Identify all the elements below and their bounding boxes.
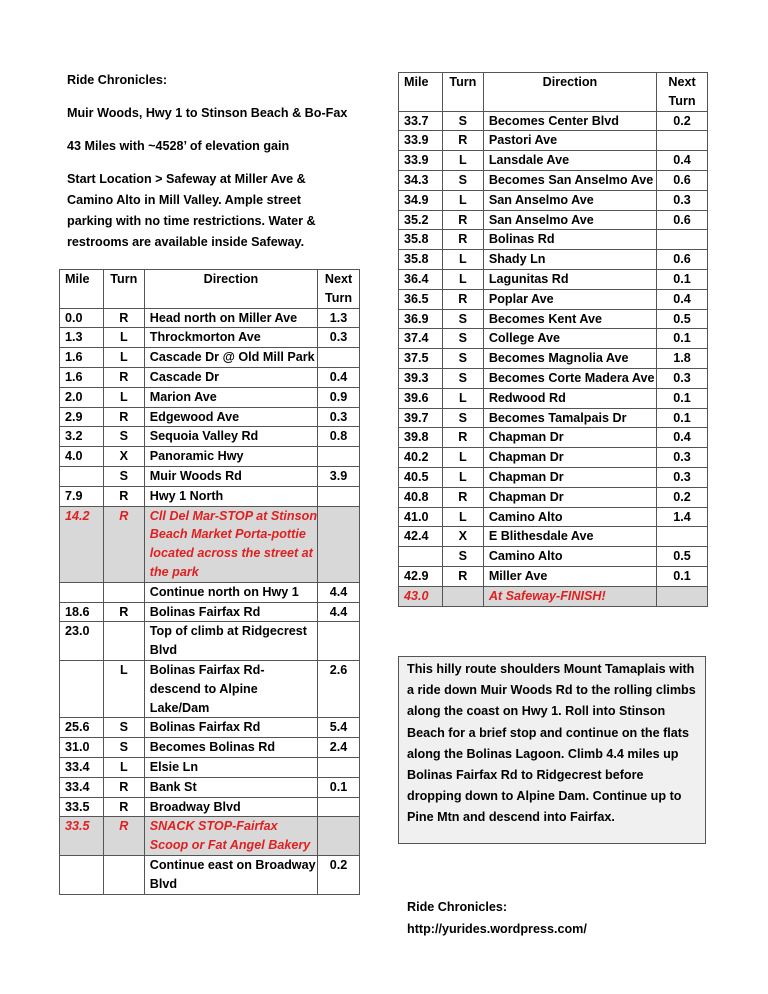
next-turn-cell: 0.4 (657, 428, 708, 448)
mile-cell: 40.8 (399, 487, 443, 507)
turn-cell: R (103, 602, 144, 622)
direction-cell: E Blithesdale Ave (483, 527, 656, 547)
next-turn-cell (657, 230, 708, 250)
next-turn-cell: 0.5 (657, 547, 708, 567)
table-row (60, 757, 360, 777)
turn-cell: S (103, 466, 144, 486)
direction-cell: SNACK STOP-Fairfax Scoop or Fat Angel Bakery (144, 817, 317, 856)
direction-cell: Broadway Blvd (144, 797, 317, 817)
turn-cell: R (442, 289, 483, 309)
table-row (399, 250, 708, 270)
mile-cell: 37.4 (399, 329, 443, 349)
mile-cell: 1.6 (60, 367, 104, 387)
direction-cell: Chapman Dr (483, 487, 656, 507)
next-turn-cell: 0.3 (657, 467, 708, 487)
turn-cell: X (103, 447, 144, 467)
mile-cell: 42.9 (399, 566, 443, 586)
direction-cell: Pastori Ave (483, 131, 656, 151)
header-direction: Direction (144, 270, 317, 309)
direction-cell: College Ave (483, 329, 656, 349)
mile-cell: 41.0 (399, 507, 443, 527)
next-turn-cell: 0.3 (318, 407, 360, 427)
turn-cell: R (103, 486, 144, 506)
mile-cell: 35.8 (399, 250, 443, 270)
table-row (60, 427, 360, 447)
turn-cell: R (442, 487, 483, 507)
direction-cell: Sequoia Valley Rd (144, 427, 317, 447)
table-row (399, 210, 708, 230)
turn-cell: S (442, 111, 483, 131)
direction-cell: Becomes Kent Ave (483, 309, 656, 329)
mile-cell: 36.9 (399, 309, 443, 329)
table-row (60, 582, 360, 602)
direction-cell: Panoramic Hwy (144, 447, 317, 467)
turn-cell: R (103, 407, 144, 427)
turn-cell (103, 622, 144, 661)
mile-cell: 39.7 (399, 408, 443, 428)
next-turn-cell: 0.4 (318, 367, 360, 387)
direction-cell: Throckmorton Ave (144, 328, 317, 348)
mile-cell: 34.9 (399, 190, 443, 210)
elevation-gain: 43 Miles with ~4528’ of elevation gain (67, 139, 290, 153)
mile-cell: 1.3 (60, 328, 104, 348)
table-row (60, 660, 360, 717)
turn-cell: S (103, 427, 144, 447)
start-line: Camino Alto in Mill Valley. Ample street (67, 193, 301, 207)
mile-cell: 3.2 (60, 427, 104, 447)
direction-cell: Head north on Miller Ave (144, 308, 317, 328)
direction-cell: Becomes San Anselmo Ave (483, 170, 656, 190)
mile-cell: 31.0 (60, 738, 104, 758)
table-row (399, 487, 708, 507)
mile-cell (399, 547, 443, 567)
turn-cell: S (442, 329, 483, 349)
next-turn-cell: 2.6 (318, 660, 360, 717)
direction-cell: Continue east on Broadway Blvd (144, 855, 317, 894)
table-row (399, 131, 708, 151)
table-row (399, 230, 708, 250)
header-turn: Turn (442, 73, 483, 112)
direction-cell: Bank St (144, 777, 317, 797)
next-turn-cell: 0.2 (657, 487, 708, 507)
mile-cell (60, 582, 104, 602)
turn-cell: R (442, 230, 483, 250)
table-row (60, 466, 360, 486)
next-turn-cell (318, 486, 360, 506)
direction-cell: At Safeway-FINISH! (483, 586, 656, 606)
next-turn-cell: 3.9 (318, 466, 360, 486)
next-turn-cell: 0.1 (657, 408, 708, 428)
table-row (399, 547, 708, 567)
mile-cell: 2.0 (60, 387, 104, 407)
table-row (399, 368, 708, 388)
table-row (60, 855, 360, 894)
next-turn-cell: 0.6 (657, 210, 708, 230)
next-turn-cell: 4.4 (318, 582, 360, 602)
table-row (60, 308, 360, 328)
turn-cell: R (442, 428, 483, 448)
turn-cell: R (103, 506, 144, 582)
mile-cell: 33.4 (60, 777, 104, 797)
table-row (399, 309, 708, 329)
turn-cell (103, 582, 144, 602)
start-line: Start Location > Safeway at Miller Ave & (67, 172, 306, 186)
mile-cell (60, 660, 104, 717)
mile-cell: 39.3 (399, 368, 443, 388)
mile-cell (60, 855, 104, 894)
turn-cell: L (442, 388, 483, 408)
table-row (60, 622, 360, 661)
table-row (399, 408, 708, 428)
table-row (60, 348, 360, 368)
next-turn-cell: 1.8 (657, 349, 708, 369)
next-turn-cell (318, 348, 360, 368)
next-turn-cell: 0.3 (318, 328, 360, 348)
direction-cell: San Anselmo Ave (483, 210, 656, 230)
next-turn-cell: 0.6 (657, 170, 708, 190)
next-turn-cell: 0.8 (318, 427, 360, 447)
table-row (399, 428, 708, 448)
credit-block (407, 896, 587, 940)
direction-cell: Cll Del Mar-STOP at Stinson Beach Market Porta-pottie located across the street at the park (144, 506, 317, 582)
direction-cell: Chapman Dr (483, 467, 656, 487)
next-turn-cell (657, 527, 708, 547)
turn-cell: R (103, 367, 144, 387)
route-name: Muir Woods, Hwy 1 to Stinson Beach & Bo-Fax (67, 106, 348, 120)
direction-cell: Becomes Center Blvd (483, 111, 656, 131)
credit-url[interactable]: http://yurides.wordpress.com/ (407, 922, 587, 936)
direction-cell: Bolinas Fairfax Rd- descend to Alpine Lake/Dam (144, 660, 317, 717)
mile-cell: 23.0 (60, 622, 104, 661)
direction-cell: Bolinas Fairfax Rd (144, 602, 317, 622)
table-row (60, 718, 360, 738)
mile-cell: 4.0 (60, 447, 104, 467)
table-row (399, 269, 708, 289)
intro-block (67, 70, 367, 253)
next-turn-cell: 0.1 (657, 269, 708, 289)
table-row (399, 349, 708, 369)
mile-cell: 33.5 (60, 817, 104, 856)
turn-cell: L (103, 660, 144, 717)
next-turn-cell: 0.4 (657, 289, 708, 309)
table-row (399, 566, 708, 586)
turn-cell: L (103, 328, 144, 348)
turn-cell: L (442, 151, 483, 171)
turn-cell: L (442, 190, 483, 210)
table-row (60, 506, 360, 582)
direction-cell: Cascade Dr (144, 367, 317, 387)
turn-cell: L (103, 757, 144, 777)
header-mile: Mile (399, 73, 443, 112)
table-row (399, 586, 708, 606)
mile-cell: 37.5 (399, 349, 443, 369)
direction-cell: Camino Alto (483, 507, 656, 527)
table-row (60, 328, 360, 348)
table-row (399, 329, 708, 349)
mile-cell: 36.5 (399, 289, 443, 309)
table-row (399, 527, 708, 547)
mile-cell: 36.4 (399, 269, 443, 289)
next-turn-cell: 0.1 (657, 566, 708, 586)
cue-sheet-table-2 (398, 72, 708, 607)
mile-cell: 34.3 (399, 170, 443, 190)
table-row (60, 738, 360, 758)
table-row (60, 602, 360, 622)
turn-cell: L (442, 250, 483, 270)
next-turn-cell: 0.9 (318, 387, 360, 407)
turn-cell: R (103, 817, 144, 856)
header-mile: Mile (60, 270, 104, 309)
table-row (60, 486, 360, 506)
mile-cell: 39.6 (399, 388, 443, 408)
table-header-row (399, 73, 708, 112)
table-row (60, 817, 360, 856)
table-row (60, 407, 360, 427)
mile-cell: 18.6 (60, 602, 104, 622)
direction-cell: Continue north on Hwy 1 (144, 582, 317, 602)
turn-cell: R (103, 777, 144, 797)
turn-cell: L (103, 387, 144, 407)
mile-cell: 33.4 (60, 757, 104, 777)
credit-label: Ride Chronicles: (407, 900, 508, 914)
next-turn-cell: 0.1 (657, 388, 708, 408)
table-row (399, 111, 708, 131)
direction-cell: Bolinas Rd (483, 230, 656, 250)
direction-cell: Redwood Rd (483, 388, 656, 408)
next-turn-cell (318, 506, 360, 582)
mile-cell: 33.9 (399, 151, 443, 171)
table-row (399, 151, 708, 171)
turn-cell: R (442, 566, 483, 586)
next-turn-cell: 0.1 (318, 777, 360, 797)
next-turn-cell (318, 797, 360, 817)
direction-cell: Cascade Dr @ Old Mill Park (144, 348, 317, 368)
direction-cell: Elsie Ln (144, 757, 317, 777)
mile-cell: 7.9 (60, 486, 104, 506)
start-line: parking with no time restrictions. Water & (67, 214, 316, 228)
turn-cell: R (442, 210, 483, 230)
table-row (399, 507, 708, 527)
direction-cell: Camino Alto (483, 547, 656, 567)
next-turn-cell: 0.3 (657, 448, 708, 468)
turn-cell: R (442, 131, 483, 151)
mile-cell: 33.9 (399, 131, 443, 151)
next-turn-cell: 4.4 (318, 602, 360, 622)
direction-cell: Chapman Dr (483, 448, 656, 468)
next-turn-cell: 0.2 (318, 855, 360, 894)
turn-cell: S (442, 349, 483, 369)
mile-cell (60, 466, 104, 486)
turn-cell: L (442, 507, 483, 527)
mile-cell: 40.5 (399, 467, 443, 487)
direction-cell: Poplar Ave (483, 289, 656, 309)
next-turn-cell (657, 586, 708, 606)
mile-cell: 1.6 (60, 348, 104, 368)
direction-cell: Becomes Tamalpais Dr (483, 408, 656, 428)
direction-cell: Marion Ave (144, 387, 317, 407)
direction-cell: Becomes Magnolia Ave (483, 349, 656, 369)
turn-cell: S (442, 368, 483, 388)
direction-cell: Becomes Bolinas Rd (144, 738, 317, 758)
mile-cell: 35.8 (399, 230, 443, 250)
next-turn-cell: 1.3 (318, 308, 360, 328)
next-turn-cell: 0.4 (657, 151, 708, 171)
direction-cell: Top of climb at Ridgecrest Blvd (144, 622, 317, 661)
next-turn-cell: 5.4 (318, 718, 360, 738)
direction-cell: Miller Ave (483, 566, 656, 586)
next-turn-cell: 0.6 (657, 250, 708, 270)
table-row (60, 777, 360, 797)
turn-cell (103, 855, 144, 894)
direction-cell: Becomes Corte Madera Ave (483, 368, 656, 388)
next-turn-cell: 0.2 (657, 111, 708, 131)
mile-cell: 35.2 (399, 210, 443, 230)
mile-cell: 43.0 (399, 586, 443, 606)
table-row (399, 190, 708, 210)
direction-cell: Hwy 1 North (144, 486, 317, 506)
turn-cell: S (442, 309, 483, 329)
turn-cell: L (442, 467, 483, 487)
direction-cell: Lagunitas Rd (483, 269, 656, 289)
table-row (60, 367, 360, 387)
header-direction: Direction (483, 73, 656, 112)
table-row (399, 388, 708, 408)
turn-cell: S (442, 170, 483, 190)
table-row (60, 447, 360, 467)
mile-cell: 42.4 (399, 527, 443, 547)
direction-cell: Edgewood Ave (144, 407, 317, 427)
mile-cell: 25.6 (60, 718, 104, 738)
direction-cell: Shady Ln (483, 250, 656, 270)
turn-cell: R (103, 797, 144, 817)
next-turn-cell: 1.4 (657, 507, 708, 527)
direction-cell: Lansdale Ave (483, 151, 656, 171)
next-turn-cell (318, 622, 360, 661)
header-next-turn: Next Turn (657, 73, 708, 112)
mile-cell: 40.2 (399, 448, 443, 468)
table-header-row (60, 270, 360, 309)
mile-cell: 33.7 (399, 111, 443, 131)
next-turn-cell (657, 131, 708, 151)
direction-cell: Chapman Dr (483, 428, 656, 448)
intro-title: Ride Chronicles: (67, 73, 168, 87)
table-row (399, 289, 708, 309)
mile-cell: 14.2 (60, 506, 104, 582)
cue-sheet-table-1 (59, 269, 360, 895)
turn-cell: R (103, 308, 144, 328)
turn-cell: S (442, 408, 483, 428)
header-next-turn: Next Turn (318, 270, 360, 309)
mile-cell: 2.9 (60, 407, 104, 427)
table-row (60, 387, 360, 407)
turn-cell: L (103, 348, 144, 368)
turn-cell: S (103, 718, 144, 738)
turn-cell (442, 586, 483, 606)
table-row (60, 797, 360, 817)
direction-cell: Bolinas Fairfax Rd (144, 718, 317, 738)
turn-cell: X (442, 527, 483, 547)
route-summary: This hilly route shoulders Mount Tamaplais with a ride down Muir Woods Rd to the rolling climbs along the coast on Hwy 1. Roll into Stinson Beach for a brief stop and continue on the flats along the Bolinas Lagoon. Climb 4.4 miles up Bolinas Fairfax Rd to Ridgecrest before dropping down to Alpine Dam. Continue up to Pine Mtn and descend into Fairfax. (398, 656, 706, 844)
next-turn-cell: 0.1 (657, 329, 708, 349)
table-row (399, 170, 708, 190)
mile-cell: 33.5 (60, 797, 104, 817)
header-turn: Turn (103, 270, 144, 309)
mile-cell: 0.0 (60, 308, 104, 328)
next-turn-cell: 0.5 (657, 309, 708, 329)
mile-cell: 39.8 (399, 428, 443, 448)
turn-cell: L (442, 448, 483, 468)
next-turn-cell (318, 447, 360, 467)
turn-cell: S (442, 547, 483, 567)
next-turn-cell: 2.4 (318, 738, 360, 758)
direction-cell: San Anselmo Ave (483, 190, 656, 210)
table-row (399, 467, 708, 487)
table-row (399, 448, 708, 468)
next-turn-cell (318, 817, 360, 856)
next-turn-cell (318, 757, 360, 777)
start-line: restrooms are available inside Safeway. (67, 235, 305, 249)
turn-cell: L (442, 269, 483, 289)
next-turn-cell: 0.3 (657, 190, 708, 210)
next-turn-cell: 0.3 (657, 368, 708, 388)
turn-cell: S (103, 738, 144, 758)
direction-cell: Muir Woods Rd (144, 466, 317, 486)
